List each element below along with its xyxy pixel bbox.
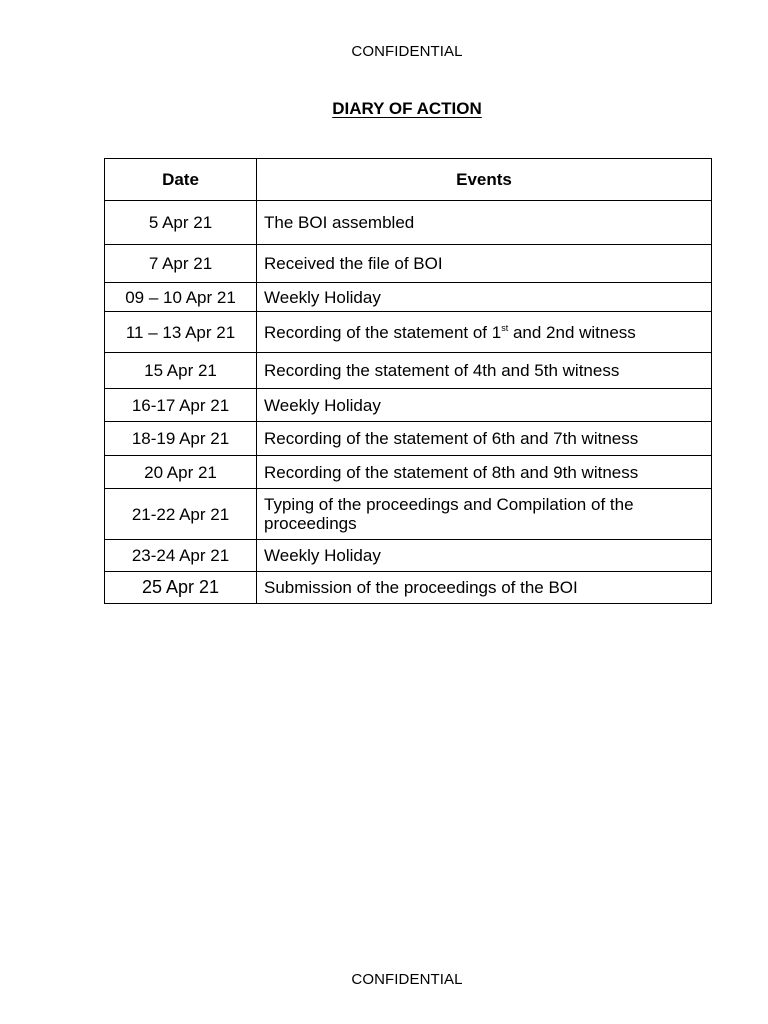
ordinal-superscript: st bbox=[501, 322, 509, 333]
table-row bbox=[105, 389, 712, 422]
table-row bbox=[105, 353, 712, 389]
table-row bbox=[105, 283, 712, 312]
row-event bbox=[257, 312, 712, 353]
row-date: 5 Apr 21 bbox=[105, 201, 257, 245]
header-confidential-mark: CONFIDENTIAL bbox=[351, 43, 463, 60]
row-event: Recording of the statement of 8th and 9th witness bbox=[257, 456, 712, 489]
table-row bbox=[105, 572, 712, 604]
footer-confidential-mark: CONFIDENTIAL bbox=[351, 971, 463, 988]
date-column-header: Date bbox=[105, 159, 257, 201]
row-date: 21-22 Apr 21 bbox=[105, 489, 257, 540]
row-event: Recording the statement of 4th and 5th witness bbox=[257, 353, 712, 389]
row-event: Recording of the statement of 6th and 7th witness bbox=[257, 422, 712, 456]
row-date: 15 Apr 21 bbox=[105, 353, 257, 389]
row-date: 20 Apr 21 bbox=[105, 456, 257, 489]
table-row bbox=[105, 489, 712, 540]
event-text-part: and 2nd witness bbox=[508, 322, 636, 342]
row-date: 7 Apr 21 bbox=[105, 245, 257, 283]
row-event: Weekly Holiday bbox=[257, 540, 712, 572]
row-date: 16-17 Apr 21 bbox=[105, 389, 257, 422]
row-event: The BOI assembled bbox=[257, 201, 712, 245]
table-header-row bbox=[105, 159, 712, 201]
row-date: 23-24 Apr 21 bbox=[105, 540, 257, 572]
event-text-part: Recording of the statement of 1 bbox=[264, 322, 502, 342]
table-row bbox=[105, 540, 712, 572]
table-row bbox=[105, 201, 712, 245]
row-date: 09 – 10 Apr 21 bbox=[105, 283, 257, 312]
document-title: DIARY OF ACTION bbox=[332, 99, 482, 118]
row-event: Weekly Holiday bbox=[257, 389, 712, 422]
row-event: Received the file of BOI bbox=[257, 245, 712, 283]
row-event: Typing of the proceedings and Compilation of the proceedings bbox=[257, 489, 712, 540]
table-row bbox=[105, 422, 712, 456]
events-column-header: Events bbox=[257, 159, 712, 201]
row-event: Submission of the proceedings of the BOI bbox=[257, 572, 712, 604]
row-event: Weekly Holiday bbox=[257, 283, 712, 312]
table-row bbox=[105, 312, 712, 353]
diary-table bbox=[104, 158, 712, 604]
row-date: 18-19 Apr 21 bbox=[105, 422, 257, 456]
table-row bbox=[105, 245, 712, 283]
row-date: 25 Apr 21 bbox=[105, 572, 257, 604]
row-date: 11 – 13 Apr 21 bbox=[105, 312, 257, 353]
table-row bbox=[105, 456, 712, 489]
